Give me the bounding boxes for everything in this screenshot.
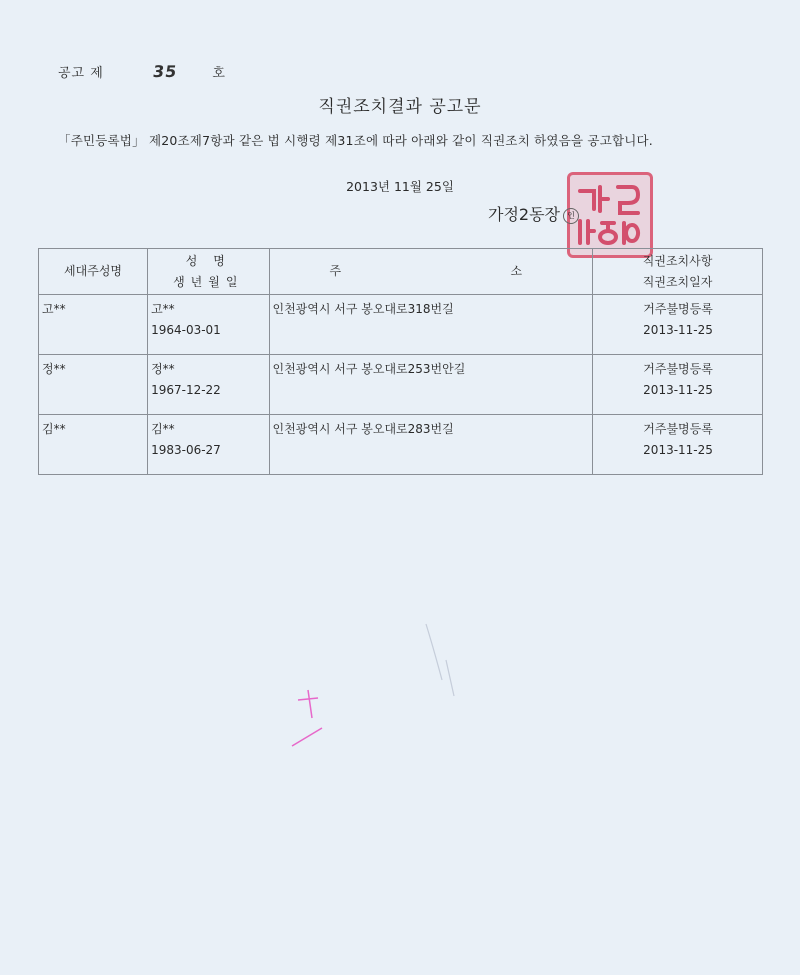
name-birth-cell bbox=[148, 415, 269, 475]
householder-cell: 김** bbox=[39, 415, 148, 475]
address-cell: 인천광역시 서구 봉오대로253번안길 bbox=[269, 355, 593, 415]
scan-speck bbox=[420, 620, 460, 700]
document-title: 직권조치결과 공고문 bbox=[318, 97, 482, 117]
action-date: 2013-11-25 bbox=[643, 443, 713, 457]
birth-date: 1983-06-27 bbox=[151, 443, 221, 457]
action-type: 거주불명등록 bbox=[643, 362, 713, 376]
table-row bbox=[39, 295, 763, 355]
issue-date: 2013년 11월 25일 bbox=[346, 179, 454, 194]
office-name: 가정2동장 bbox=[488, 205, 561, 224]
notice-number-value: 35 bbox=[151, 62, 179, 81]
action-type: 거주불명등록 bbox=[643, 302, 713, 316]
header-address-b: 소 bbox=[510, 264, 523, 278]
action-cell bbox=[593, 355, 763, 415]
householder-cell: 정** bbox=[39, 355, 148, 415]
body-text: 「주민등록법」 제20조제7항과 같은 법 시행령 제31조에 따라 아래와 같이 직권조치 하였음을 공고합니다. bbox=[58, 133, 653, 148]
header-action-date: 직권조치일자 bbox=[642, 274, 713, 289]
action-date: 2013-11-25 bbox=[643, 383, 713, 397]
header-birth: 생년월일 bbox=[173, 274, 244, 289]
notice-suffix: 호 bbox=[212, 66, 226, 81]
person-name: 김** bbox=[151, 422, 175, 436]
header-householder: 세대주성명 bbox=[39, 249, 148, 295]
person-name: 고** bbox=[151, 302, 175, 316]
official-seal bbox=[567, 172, 653, 258]
header-address bbox=[269, 249, 593, 295]
address-cell: 인천광역시 서구 봉오대로318번길 bbox=[269, 295, 593, 355]
birth-date: 1967-12-22 bbox=[151, 383, 221, 397]
table-row bbox=[39, 415, 763, 475]
header-name: 성 명 bbox=[185, 253, 231, 268]
records-table bbox=[38, 248, 763, 475]
header-action-type: 직권조치사항 bbox=[642, 253, 713, 268]
birth-date: 1964-03-01 bbox=[151, 323, 221, 337]
action-type: 거주불명등록 bbox=[643, 422, 713, 436]
person-name: 정** bbox=[151, 362, 175, 376]
pink-ink-mark bbox=[288, 688, 328, 752]
notice-label: 공고 제 bbox=[58, 66, 104, 81]
action-cell bbox=[593, 415, 763, 475]
table-row bbox=[39, 355, 763, 415]
header-action bbox=[593, 249, 763, 295]
seal-mark: 인 bbox=[563, 208, 579, 224]
issuing-office bbox=[488, 202, 579, 225]
header-address-a: 주 bbox=[329, 264, 342, 278]
name-birth-cell bbox=[148, 355, 269, 415]
header-name-birth bbox=[148, 249, 269, 295]
action-date: 2013-11-25 bbox=[643, 323, 713, 337]
table-header-row bbox=[39, 249, 763, 295]
notice-number bbox=[58, 62, 226, 81]
address-cell: 인천광역시 서구 봉오대로283번길 bbox=[269, 415, 593, 475]
action-cell bbox=[593, 295, 763, 355]
name-birth-cell bbox=[148, 295, 269, 355]
householder-cell: 고** bbox=[39, 295, 148, 355]
